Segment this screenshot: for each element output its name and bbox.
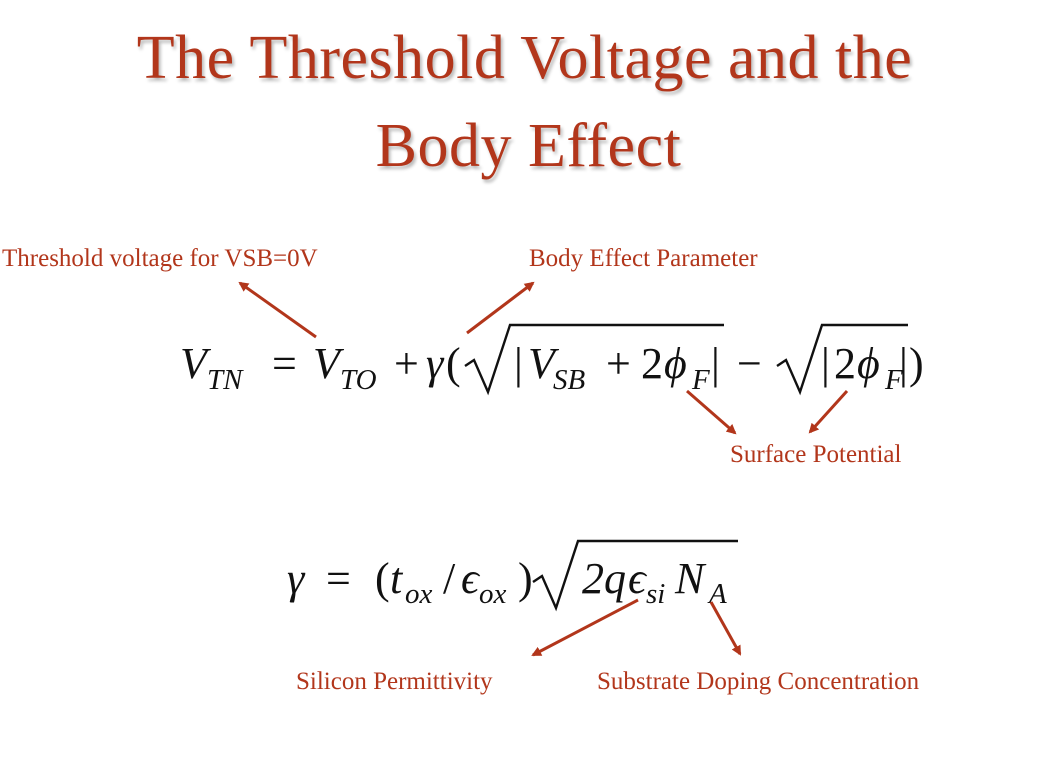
arrow-to-substrate-doping [711,602,740,654]
eq2-equals: = [326,554,351,603]
arrow-to-silicon-permittivity [533,600,638,655]
arrow-surface-potential-right [810,391,847,432]
eq1-two-1: 2 [641,339,663,388]
eq2-eps-sub: ox [479,578,507,610]
annotation-threshold-voltage: Threshold voltage for VSB=0V [2,245,318,272]
eq1-plus: + [394,339,419,388]
slide-title-line-2: Body Effect [375,112,682,180]
slide-title-line-1: The Threshold Voltage and the [136,24,913,92]
annotation-substrate-doping: Substrate Doping Concentration [597,668,920,695]
arrow-to-body-effect-parameter [467,283,533,333]
eq2-eps-si-sub: si [646,578,666,610]
eq1-minus: − [737,339,762,388]
eq1-plus-2: + [606,339,631,388]
eq1-phi-1: ϕ [664,339,687,388]
eq2-n: N [675,554,705,603]
eq1-vto-sub: TO [340,364,377,396]
eq1-abs-bar-4: | [899,339,908,388]
eq1-vto-v: V [313,339,340,388]
eq2-two-q: 2q [582,554,626,603]
annotation-silicon-permittivity: Silicon Permittivity [296,668,493,695]
eq1-abs-bar-2: | [711,339,720,388]
eq1-phi-2: ϕ [857,339,880,388]
eq2-eps-si: ϵ [628,554,646,603]
eq2-n-sub: A [709,578,727,610]
eq1-equals: = [272,339,297,388]
eq1-lhs-sub: TN [207,364,243,396]
eq1-gamma: γ [426,339,444,388]
eq2-open-paren: ( [375,554,390,603]
eq2-t-sub: ox [405,578,433,610]
eq2-eps: ϵ [461,554,479,603]
eq1-phi-sub-1: F [692,364,710,396]
eq2-slash: / [443,554,456,603]
eq1-vsb-sub: SB [553,364,586,396]
arrow-surface-potential-left [687,391,735,433]
eq2-close-paren: ) [518,554,533,603]
eq1-open-paren: ( [446,339,461,388]
annotation-surface-potential: Surface Potential [730,441,902,468]
arrow-to-threshold-voltage [240,283,316,337]
eq1-lhs-v: V [180,339,207,388]
eq2-gamma: γ [287,554,305,603]
eq1-two-2: 2 [834,339,856,388]
eq1-close-paren: ) [909,339,924,388]
eq1-phi-sub-2: F [885,364,903,396]
annotation-body-effect-parameter: Body Effect Parameter [529,245,758,272]
eq1-abs-bar-3: | [821,339,830,388]
eq1-vsb-v: V [528,339,555,388]
eq1-abs-bar-1: | [514,339,523,388]
eq2-t: t [390,554,403,603]
